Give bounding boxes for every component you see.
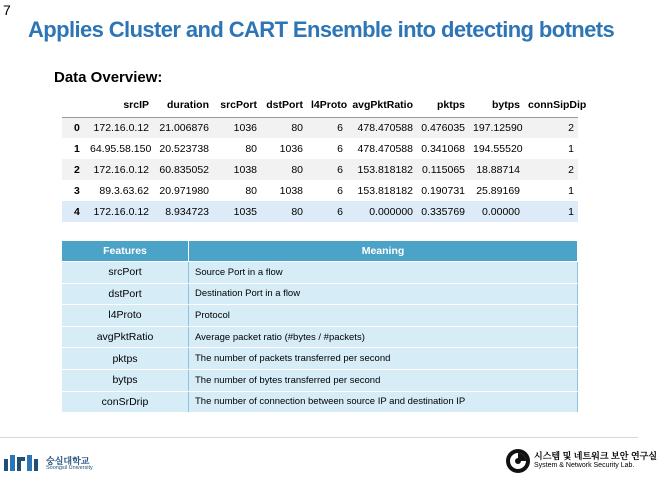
- dataframe-index-cell: 2: [74, 163, 80, 176]
- dataframe-row: [62, 159, 578, 180]
- dataframe-index-cell: 1: [74, 142, 80, 155]
- feature-row: [62, 283, 578, 305]
- dataframe-cell: 25.89169: [476, 184, 520, 197]
- feature-meaning: Source Port in a flow: [189, 262, 578, 284]
- feature-row: [62, 262, 578, 284]
- slide-title: Applies Cluster and CART Ensemble into detecting botnets: [28, 17, 615, 42]
- dataframe-header-cell: bytps: [469, 93, 524, 117]
- dataframe-cell: 153.818182: [357, 184, 413, 197]
- features-header: Features: [62, 241, 189, 262]
- lab-logo: [505, 447, 657, 477]
- dataframe-index-cell: 4: [74, 205, 80, 218]
- feature-name: dstPort: [62, 283, 189, 305]
- dataframe-cell: 172.16.0.12: [93, 163, 149, 176]
- dataframe-header-cell: duration: [153, 93, 213, 117]
- dataframe-cell: 2: [568, 121, 574, 134]
- dataframe-header-cell: l4Proto: [307, 93, 347, 117]
- dataframe-header-row: [62, 93, 578, 117]
- dataframe-row: [62, 117, 578, 138]
- dataframe-cell: 20.523738: [159, 142, 209, 155]
- feature-row: [62, 305, 578, 327]
- feature-meaning: The number of packets transferred per second: [189, 348, 578, 370]
- feature-name: srcPort: [62, 262, 189, 284]
- feature-meaning: The number of connection between source IP and destination IP: [189, 391, 578, 413]
- dataframe-cell: 2: [568, 163, 574, 176]
- dataframe-table: [62, 93, 587, 223]
- feature-row: [62, 348, 578, 370]
- meaning-header: Meaning: [189, 241, 578, 262]
- dataframe-header-cell: pktps: [417, 93, 469, 117]
- dataframe-cell: 8.934723: [165, 205, 209, 218]
- feature-meaning: Average packet ratio (#bytes / #packets): [189, 326, 578, 348]
- dataframe-cell: 60.835052: [159, 163, 209, 176]
- dataframe-cell: 197.12590: [473, 121, 523, 134]
- dataframe-header-cell: srcPort: [213, 93, 261, 117]
- dataframe-cell: 172.16.0.12: [93, 205, 149, 218]
- feature-row: [62, 391, 578, 413]
- lab-logo-icon: [505, 448, 531, 474]
- university-logo-icon: [4, 453, 42, 473]
- dataframe-cell: 478.470588: [357, 142, 413, 155]
- dataframe-index-cell: 0: [74, 121, 80, 134]
- lab-name-english: System & Network Security Lab.: [534, 462, 635, 469]
- feature-meaning: Protocol: [189, 305, 578, 327]
- dataframe-header-cell: avgPktRatio: [347, 93, 417, 117]
- features-header-row: [62, 241, 578, 262]
- section-heading: Data Overview:: [54, 69, 163, 86]
- university-logo: [4, 451, 124, 477]
- dataframe-cell: 1038: [233, 163, 257, 176]
- dataframe-cell: 20.971980: [159, 184, 209, 197]
- feature-row: [62, 326, 578, 348]
- dataframe-cell: 80: [245, 142, 257, 155]
- dataframe-row: [62, 180, 578, 201]
- dataframe-cell: 64.95.58.150: [90, 142, 152, 155]
- dataframe-cell: 1: [568, 142, 574, 155]
- feature-meaning: Destination Port in a flow: [189, 283, 578, 305]
- dataframe-cell: 80: [291, 205, 303, 218]
- dataframe-cell: 1035: [233, 205, 257, 218]
- dataframe-cell: 1036: [279, 142, 303, 155]
- dataframe-cell: 6: [337, 163, 343, 176]
- feature-row: [62, 369, 578, 391]
- dataframe-header-cell: connSipDip: [524, 93, 578, 117]
- dataframe-cell: 18.88714: [476, 163, 520, 176]
- dataframe-cell: 0.000000: [369, 205, 413, 218]
- footer-divider: [0, 437, 638, 438]
- feature-name: pktps: [62, 348, 189, 370]
- dataframe-cell: 1: [568, 205, 574, 218]
- university-name-korean: 숭실대학교: [46, 456, 90, 466]
- features-table: [61, 240, 578, 413]
- dataframe-cell: 6: [337, 205, 343, 218]
- dataframe-cell: 0.190731: [421, 184, 465, 197]
- dataframe-cell: 194.55520: [473, 142, 523, 155]
- dataframe-cell: 478.470588: [357, 121, 413, 134]
- dataframe-cell: 1: [568, 184, 574, 197]
- dataframe-cell: 0.115065: [421, 163, 465, 176]
- dataframe-row: [62, 201, 578, 222]
- feature-meaning: The number of bytes transferred per second: [189, 369, 578, 391]
- dataframe-cell: 0.476035: [421, 121, 465, 134]
- feature-name: conSrDrip: [62, 391, 189, 413]
- dataframe-cell: 1038: [279, 184, 303, 197]
- university-name-english: Soongsil University: [46, 465, 93, 471]
- feature-name: l4Proto: [62, 305, 189, 327]
- dataframe-cell: 6: [337, 142, 343, 155]
- dataframe-cell: 153.818182: [357, 163, 413, 176]
- dataframe-cell: 80: [291, 121, 303, 134]
- dataframe-cell: 0.335769: [421, 205, 465, 218]
- dataframe-header-cell: srcIP: [86, 93, 153, 117]
- dataframe-cell: 6: [337, 121, 343, 134]
- dataframe-row: [62, 138, 578, 159]
- dataframe-header-cell: dstPort: [261, 93, 307, 117]
- dataframe-cell: 80: [245, 184, 257, 197]
- dataframe-cell: 21.006876: [159, 121, 209, 134]
- dataframe-cell: 1036: [233, 121, 257, 134]
- dataframe-cell: 80: [291, 163, 303, 176]
- dataframe-cell: 0.341068: [421, 142, 465, 155]
- dataframe-index-cell: 3: [74, 184, 80, 197]
- dataframe-header-cell: [62, 93, 86, 117]
- dataframe-cell: 172.16.0.12: [93, 121, 149, 134]
- dataframe-cell: 89.3.63.62: [99, 184, 149, 197]
- dataframe-cell: 6: [337, 184, 343, 197]
- slide-number: 7: [3, 2, 11, 18]
- lab-name-korean: 시스템 및 네트워크 보안 연구실: [534, 451, 657, 461]
- dataframe-cell: 0.00000: [482, 205, 520, 218]
- feature-name: bytps: [62, 369, 189, 391]
- feature-name: avgPktRatio: [62, 326, 189, 348]
